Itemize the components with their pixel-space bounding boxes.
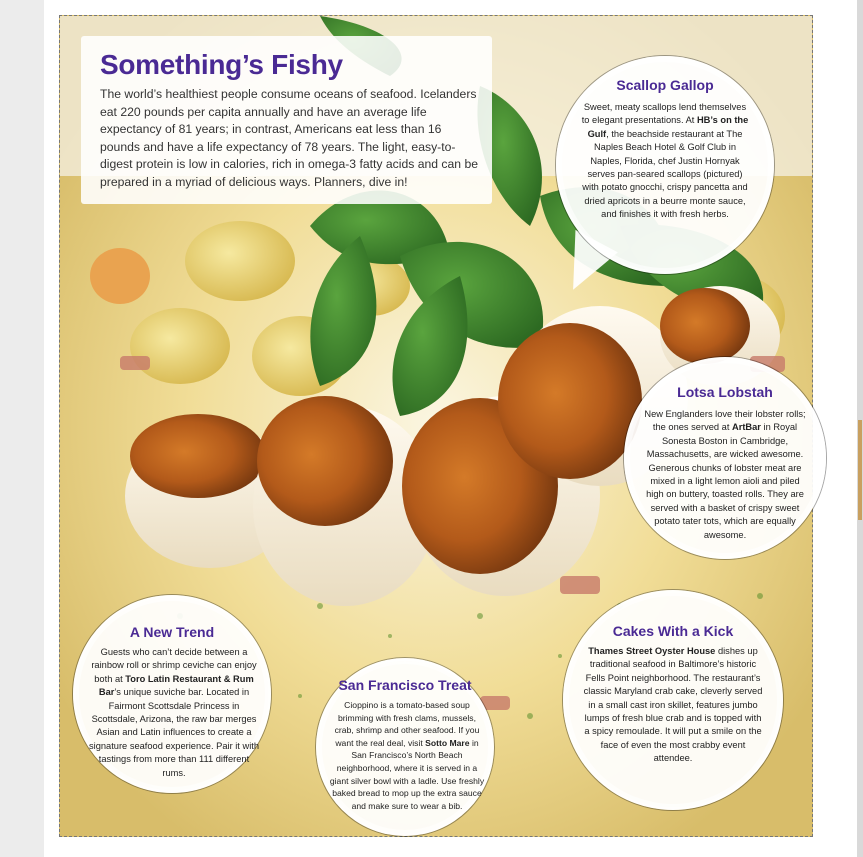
- article-title: Something’s Fishy: [100, 49, 343, 80]
- bubble-body: [641, 408, 809, 542]
- bubble-title: San Francisco Treat: [338, 677, 472, 693]
- bubble-title: A New Trend: [129, 624, 215, 640]
- bubble-lotsa-lobstah: [624, 357, 826, 559]
- bubble-title: Lotsa Lobstah: [677, 384, 773, 400]
- restaurant-name: HB’s on the Gulf: [587, 115, 749, 139]
- article-intro: The world’s healthiest people consume oceans of seafood. Icelanders eat 220 pounds per capita annually and have an average life expectancy of 81 years; in contrast, Americans eat less than 16 pounds and have a life expectancy of 78 years. The light, easy-to-digest protein is low in calories, rich in omega-3 fatty acids and can be prepared in a myriad of delicious ways. Planners, dive in!: [100, 87, 479, 189]
- bubble-text: ’s unique suviche bar. Located in Fairmont Scottsdale Princess in Scottsdale, Arizona, the raw bar merges Asian and Latin influences to create a signature seafood experience. Pair it with tastings from more than 111 different rums.: [88, 687, 260, 778]
- bubble-body: [580, 101, 750, 222]
- restaurant-name: Toro Latin Restaurant & Rum Bar: [98, 673, 254, 698]
- next-page-mark: [858, 420, 862, 520]
- bubble-text: dishes up traditional seafood in Baltimore’s historic Fells Point neighborhood. The restaurant’s classic Maryland crab cake, cleverly served in a small cast iron skillet, features jumbo lumps of fresh blue crab and is topped with a spicy remoulade. It will put a smile on the face of even the most crabby event attendee.: [583, 646, 763, 764]
- bubble-text: Guests who can’t decide between a rainbow roll or shrimp ceviche can enjoy both at: [91, 647, 257, 684]
- bubble-body: [581, 645, 765, 766]
- bubble-text: in San Francisco’s North Beach neighborhood, where it is served in a giant silver bowl with a ladle. Use freshly baked bread to mop up the extra sauce and make sure to wear a bib.: [329, 737, 485, 811]
- bubble-san-francisco-treat: [316, 658, 494, 836]
- restaurant-name: Sotto Mare: [425, 737, 470, 748]
- bubble-scallop-gallop: [556, 56, 774, 274]
- bubble-body: [88, 646, 260, 780]
- bubble-text: Cioppino is a tomato-based soup brimming with fresh clams, mussels, crab, shrimp and other seafood. If you want the real deal, visit: [334, 700, 480, 748]
- bubble-text: New Englanders love their lobster rolls; the ones served at: [644, 409, 806, 433]
- intro-panel: [81, 36, 492, 204]
- bubble-title: Cakes With a Kick: [612, 623, 734, 639]
- bubble-text: in Royal Sonesta Boston in Cambridge, Massachusetts, are wicked awesome. Generous chunks of lobster meat are mixed in a light lemon aioli and piled high on buttery, toasted rolls. They are served with a basket of crispy sweet potato tater tots, which are equally awesome.: [646, 422, 804, 540]
- bubble-body: [329, 699, 485, 812]
- bubble-title: Scallop Gallop: [616, 77, 714, 93]
- bubble-a-new-trend: [73, 595, 271, 793]
- bubble-text: Sweet, meaty scallops lend themselves to elegant presentations. At: [581, 102, 747, 126]
- restaurant-name: Thames Street Oyster House: [588, 646, 716, 656]
- bubble-text: , the beachside restaurant at The Naples Beach Hotel & Golf Club in Naples, Florida, chef Justin Hornyak serves pan-seared scallops (pictured) with potato gnocchi, crispy pancetta and dried apricots in a beurre monte sauce, and finishes it with fresh herbs.: [582, 128, 748, 220]
- restaurant-name: ArtBar: [731, 422, 761, 433]
- bubble-cakes-with-a-kick: [563, 590, 783, 810]
